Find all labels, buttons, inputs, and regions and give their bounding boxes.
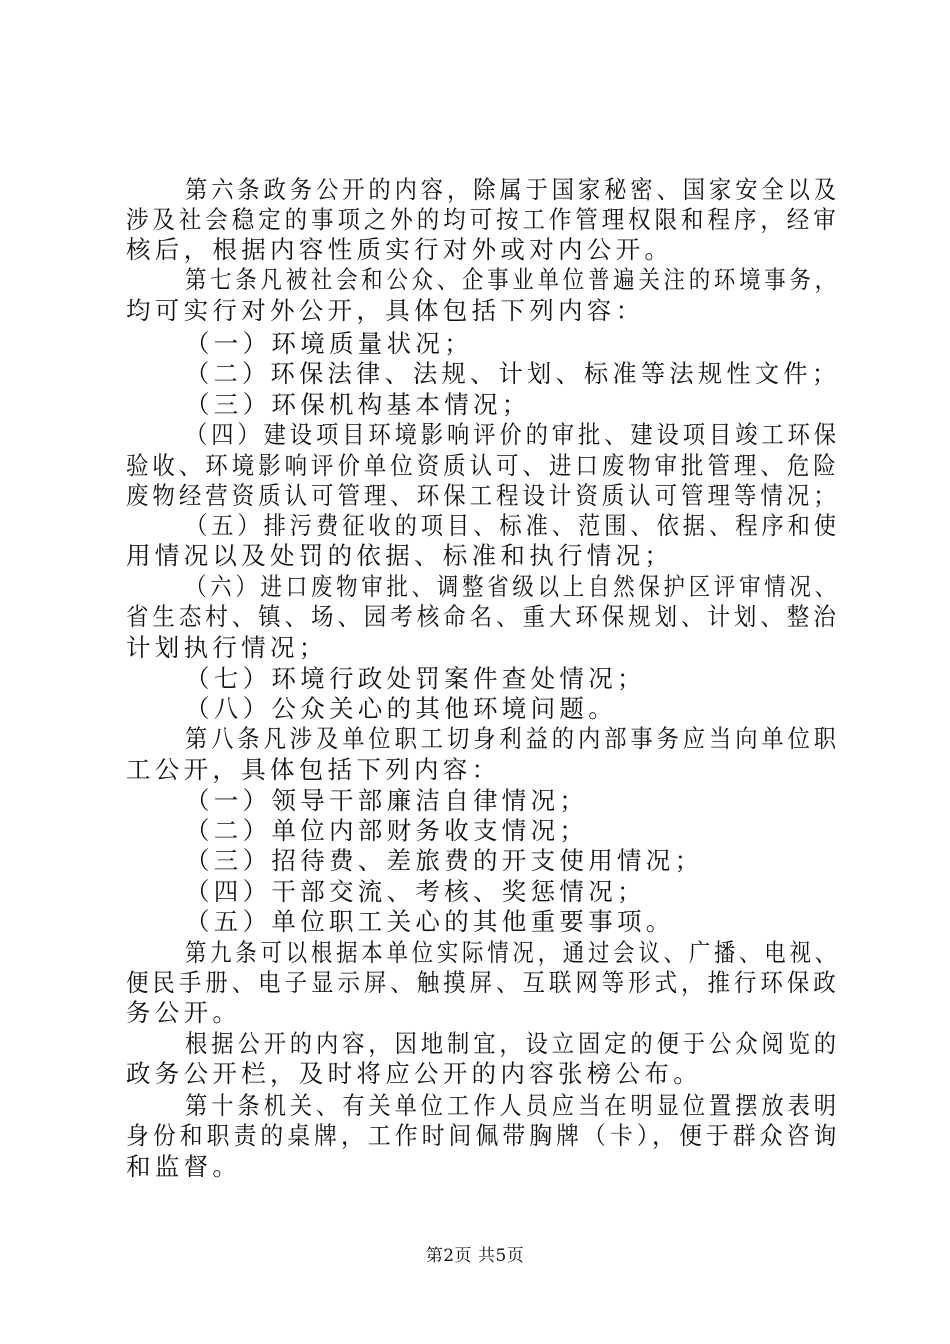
paragraph-line: 计划执行情况； — [126, 633, 328, 662]
list-item: （五）排污费征收的项目、标准、范围、依据、程序和使 — [185, 511, 840, 540]
paragraph-line: 验收、环境影响评价单位资质认可、进口废物审批管理、危险 — [126, 451, 840, 480]
paragraph-line: 涉及社会稳定的事项之外的均可按工作管理权限和程序，经审 — [126, 205, 840, 234]
list-item: （四）建设项目环境影响评价的审批、建设项目竣工环保 — [185, 420, 840, 449]
list-item: （三）招待费、差旅费的开支使用情况； — [185, 846, 704, 875]
paragraph-line: 均可实行对外公开，具体包括下列内容： — [126, 296, 645, 325]
paragraph-line: 省生态村、镇、场、园考核命名、重大环保规划、计划、整治 — [126, 602, 840, 631]
paragraph-line: 工公开，具体包括下列内容： — [126, 755, 501, 784]
paragraph-line: 务公开。 — [126, 998, 242, 1027]
paragraph-line: 第六条政务公开的内容，除属于国家秘密、国家安全以及 — [185, 175, 840, 204]
list-item: （四）干部交流、考核、奖惩情况； — [185, 877, 646, 906]
list-item: （八）公众关心的其他环境问题。 — [185, 694, 617, 723]
list-item: （二）环保法律、法规、计划、标准等法规性文件； — [185, 359, 841, 388]
paragraph-line: 和监督。 — [126, 1152, 242, 1181]
paragraph-line: 身份和职责的桌牌，工作时间佩带胸牌（卡），便于群众咨询 — [126, 1121, 841, 1150]
paragraph-line: 第十条机关、有关单位工作人员应当在明显位置摆放表明 — [185, 1091, 840, 1120]
paragraph-line: 根据公开的内容，因地制宜，设立固定的便于公众阅览的 — [185, 1029, 840, 1058]
list-item: （六）进口废物审批、调整省级以上自然保护区评审情况、 — [185, 572, 840, 601]
paragraph-line: 第七条凡被社会和公众、企事业单位普遍关注的环境事务， — [185, 265, 840, 294]
list-item: （一）领导干部廉洁自律情况； — [185, 786, 589, 815]
list-item: （一）环境质量状况； — [185, 329, 473, 358]
paragraph-line: 第九条可以根据本单位实际情况，通过会议、广播、电视、 — [185, 938, 840, 967]
page-number-footer: 第2页 共5页 — [425, 1246, 525, 1266]
list-item: （三）环保机构基本情况； — [185, 390, 531, 419]
paragraph-line: 第八条凡涉及单位职工切身利益的内部事务应当向单位职 — [185, 724, 840, 753]
list-item: （五）单位职工关心的其他重要事项。 — [185, 907, 675, 936]
paragraph-line: 便民手册、电子显示屏、触摸屏、互联网等形式，推行环保政 — [126, 968, 840, 997]
paragraph-line: 核后，根据内容性质实行对外或对内公开。 — [126, 235, 674, 264]
list-item: （二）单位内部财务收支情况； — [185, 816, 589, 845]
paragraph-line: 用情况以及处罚的依据、标准和执行情况； — [126, 541, 674, 570]
list-item: （七）环境行政处罚案件查处情况； — [185, 664, 646, 693]
paragraph-line: 政务公开栏，及时将应公开的内容张榜公布。 — [126, 1059, 702, 1088]
paragraph-line: 废物经营资质认可管理、环保工程设计资质认可管理等情况； — [126, 481, 840, 510]
